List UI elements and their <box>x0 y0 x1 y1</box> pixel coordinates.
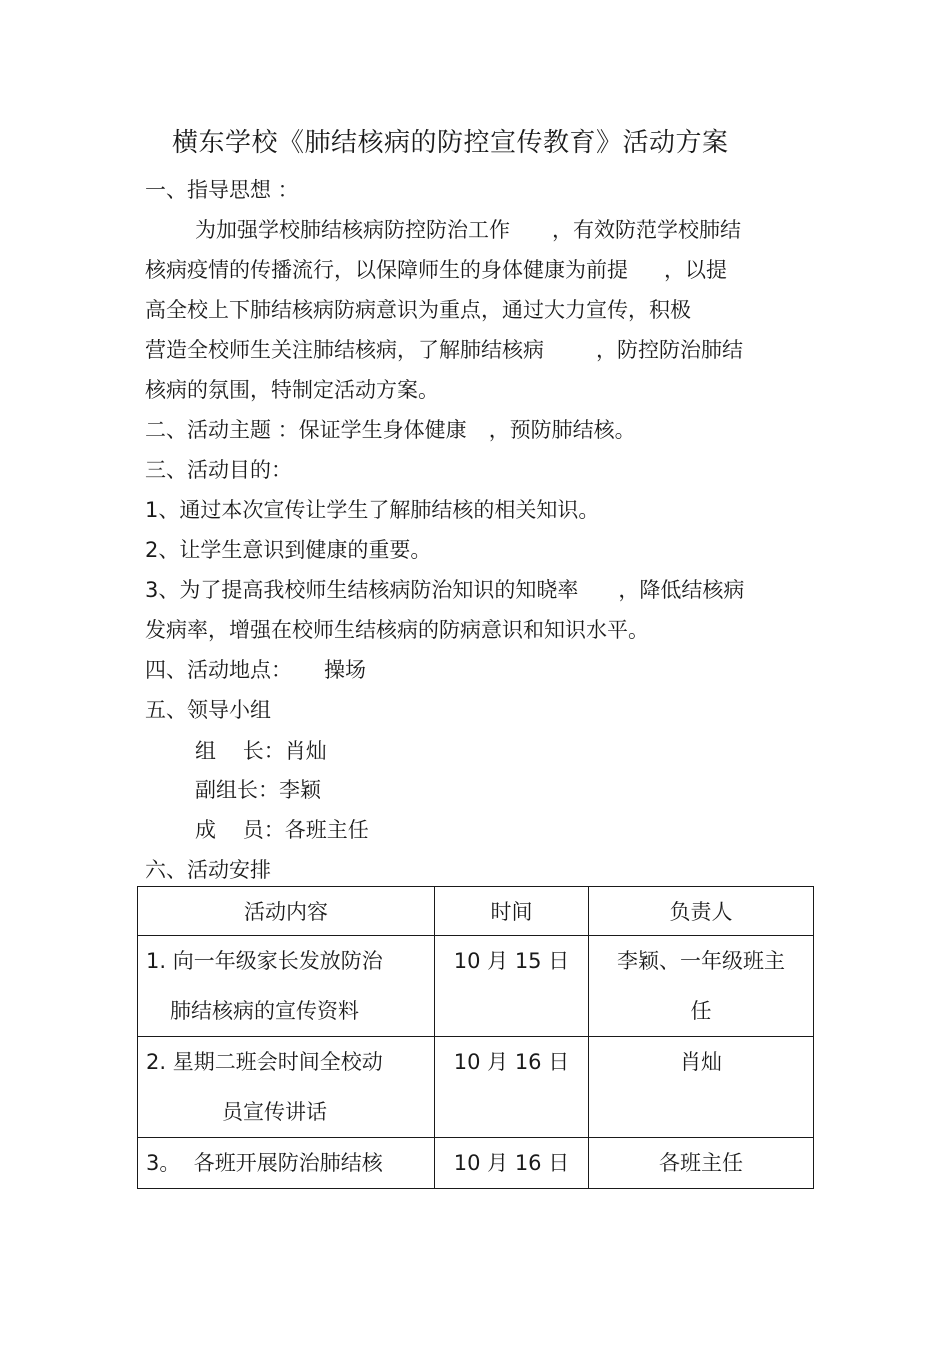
text-segment: 3、为了提高我校师生结核病防治知识的知晓率 <box>145 578 579 602</box>
table-cell-time <box>435 1138 589 1189</box>
document-title: 横东学校《肺结核病的防控宣传教育》活动方案 <box>172 128 729 158</box>
section-2-line <box>145 415 636 445</box>
cell-text: 1. 向一年级家长发放防治 <box>146 949 383 973</box>
section-3-item-3 <box>145 575 744 605</box>
cell-text: 肺结核病的宣传资料 <box>170 999 359 1023</box>
section-3-item-2: 2、让学生意识到健康的重要。 <box>145 538 432 562</box>
text-segment: ，防控防治肺结 <box>596 338 743 362</box>
table-cell-content <box>138 936 435 1037</box>
table-cell-content <box>138 1037 435 1138</box>
text-segment: ，降低结核病 <box>618 578 745 602</box>
header-time: 时间 <box>435 887 589 936</box>
table-header-row <box>138 887 814 936</box>
table-row <box>138 936 814 1037</box>
section-5-heading: 五、领导小组 <box>145 698 271 722</box>
cell-text: 李颖、一年级班主 <box>617 949 785 973</box>
text-segment: 核病疫情的传播流行，以保障师生的身体健康为前提 <box>145 258 628 282</box>
section-3-heading: 三、活动目的： <box>145 458 292 482</box>
section-1-line-4 <box>145 335 743 365</box>
text-segment: ，以提 <box>664 258 727 282</box>
schedule-table <box>137 886 814 1189</box>
header-content: 活动内容 <box>138 887 435 936</box>
section-1-line-2 <box>145 255 727 285</box>
cell-text: 各班主任 <box>659 1151 743 1175</box>
text-segment: 为加强学校肺结核病防控防治工作 <box>195 218 510 242</box>
section-1-heading: 一、指导思想 ： <box>145 178 299 202</box>
cell-text: 10 月 15 日 <box>453 949 570 973</box>
section-1-line-3: 高全校上下肺结核病防病意识为重点，通过大力宣传，积极 <box>145 298 691 322</box>
section-1-line-1 <box>195 215 741 245</box>
section-3-item-1: 1、通过本次宣传让学生了解肺结核的相关知识。 <box>145 498 600 522</box>
table-cell-time <box>435 936 589 1037</box>
table-row <box>138 1037 814 1138</box>
section-4-line <box>145 655 366 685</box>
cell-text: 员宣传讲话 <box>222 1100 327 1124</box>
section-1-line-5: 核病的氛围，特制定活动方案。 <box>145 378 439 402</box>
location-value: 操场 <box>324 658 366 682</box>
group-deputy: 副组长：李颖 <box>195 778 321 802</box>
table-cell-content <box>138 1138 435 1189</box>
cell-text: 肖灿 <box>680 1050 722 1074</box>
section-6-heading: 六、活动安排 <box>145 858 271 882</box>
location-label: 四、活动地点： <box>145 658 292 682</box>
group-leader: 组 长：肖灿 <box>195 739 327 763</box>
header-owner: 负责人 <box>589 887 814 936</box>
cell-text: 2. 星期二班会时间全校动 <box>146 1050 383 1074</box>
table-cell-owner <box>589 1138 814 1189</box>
text-segment: 营造全校师生关注肺结核病，了解肺结核病 <box>145 338 544 362</box>
text-segment: 二、活动主题 ：保证学生身体健康 <box>145 418 467 442</box>
cell-text: 3。 各班开展防治肺结核 <box>146 1151 383 1175</box>
table-cell-owner <box>589 1037 814 1138</box>
cell-text: 任 <box>690 999 712 1023</box>
table-row <box>138 1138 814 1189</box>
table-cell-owner <box>589 936 814 1037</box>
text-segment: ，预防肺结核。 <box>488 418 636 442</box>
text-segment: ，有效防范学校肺结 <box>552 218 741 242</box>
table-cell-time <box>435 1037 589 1138</box>
section-3-item-3-cont: 发病率，增强在校师生结核病的防病意识和知识水平。 <box>145 618 649 642</box>
cell-text: 10 月 16 日 <box>453 1151 570 1175</box>
group-members: 成 员：各班主任 <box>195 818 369 842</box>
cell-text: 10 月 16 日 <box>453 1050 570 1074</box>
